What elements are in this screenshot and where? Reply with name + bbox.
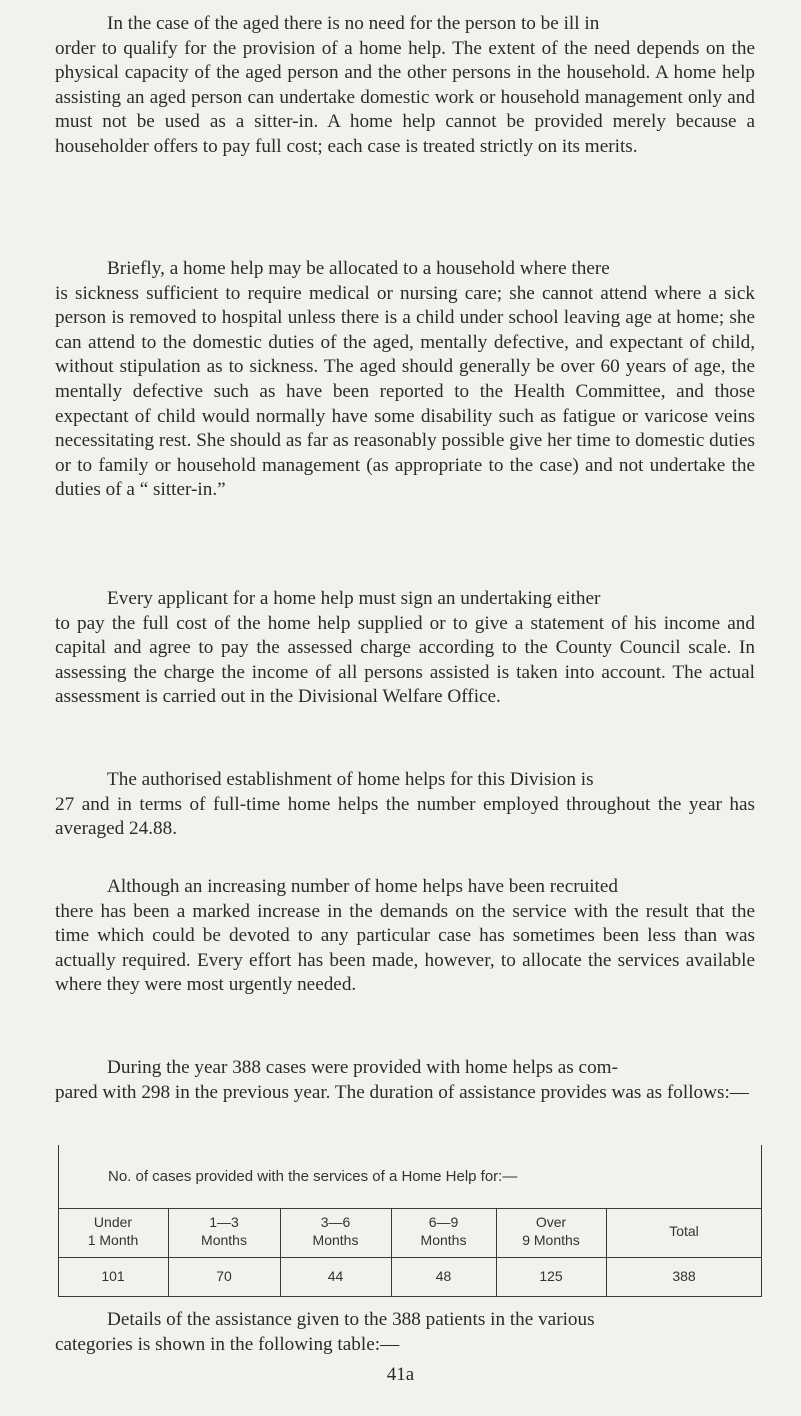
column-header-6-9-months — [391, 1213, 496, 1249]
page-number: 41a — [386, 1364, 415, 1385]
value-under-1-month: 101 — [101, 1268, 125, 1284]
header-line: 1 Month — [87, 1232, 139, 1248]
table-caption: No. of cases provided with the services of a Home Help for:— — [108, 1168, 518, 1185]
paragraph-increasing-demand — [55, 875, 755, 998]
header-line: 3—6 — [320, 1214, 351, 1230]
paragraph-details-intro — [55, 1308, 755, 1357]
table-caption-divider — [58, 1208, 762, 1209]
column-header-1-3-months — [168, 1213, 280, 1249]
paragraph-applicant-undertaking — [55, 587, 755, 710]
header-line: 6—9 — [428, 1214, 459, 1230]
table-border-bottom — [58, 1296, 762, 1297]
column-header-3-6-months — [280, 1213, 391, 1249]
paragraph-allocation-rules — [55, 257, 755, 503]
header-line: 1—3 — [209, 1214, 239, 1230]
paragraph-first-line: Although an increasing number of home helps have been recruited — [107, 876, 618, 897]
header-line: Months — [312, 1232, 359, 1248]
paragraph-first-line: The authorised establishment of home helps for this Division is — [107, 769, 594, 790]
paragraph-body: there has been a marked increase in the demands on the service with the result that the time which could be devoted to any particular case has sometimes been less than was actually required. Every effort has been made, however, to allocate the services available where they were most urgently needed. — [55, 900, 755, 996]
value-3-6-months: 44 — [327, 1268, 344, 1284]
paragraph-body: order to qualify for the provision of a home help. The extent of the need depends on the physical capacity of the aged person and the other persons in the household. A home help assisting an aged person can undertake domestic work or household management only and must not be used as a sitter-in. A home help cannot be provided merely because a householder offers to pay full cost; each case is treated strictly on its merits. — [55, 37, 755, 157]
header-line: Months — [420, 1232, 467, 1248]
paragraph-body: 27 and in terms of full-time home helps the number employed throughout the year has averaged 24.88. — [55, 793, 755, 840]
paragraph-cases-provided — [55, 1056, 755, 1105]
paragraph-body: categories is shown in the following table:— — [55, 1333, 400, 1355]
header-line: Total — [669, 1223, 699, 1239]
paragraph-establishment — [55, 768, 755, 842]
column-header-over-9-months — [496, 1213, 606, 1249]
paragraph-first-line: In the case of the aged there is no need for the person to be ill in — [107, 13, 600, 34]
paragraph-aged-eligibility — [55, 12, 755, 160]
value-over-9-months: 125 — [539, 1268, 563, 1284]
column-header-total — [606, 1222, 762, 1240]
table-header-divider — [58, 1257, 762, 1258]
header-line: 9 Months — [522, 1232, 580, 1248]
value-total: 388 — [672, 1268, 696, 1284]
paragraph-first-line: Details of the assistance given to the 388 patients in the various — [107, 1309, 595, 1330]
value-6-9-months: 48 — [435, 1268, 452, 1284]
paragraph-first-line: Every applicant for a home help must sign an undertaking either — [107, 588, 601, 609]
header-line: Months — [201, 1232, 247, 1248]
value-1-3-months: 70 — [216, 1268, 232, 1284]
paragraph-body: to pay the full cost of the home help supplied or to give a statement of his income and capital and agree to pay the assessed charge according to the County Council scale. In assessing the charge the income of all persons assisted is taken into account. The actual assessment is carried out in the Divisional Welfare Office. — [55, 612, 755, 708]
header-line: Over — [535, 1214, 567, 1230]
header-line: Under — [93, 1214, 133, 1230]
paragraph-first-line: Briefly, a home help may be allocated to a household where there — [107, 258, 610, 279]
column-header-under-1-month — [58, 1213, 168, 1249]
duration-table — [58, 1145, 762, 1297]
paragraph-body: is sickness sufficient to require medical or nursing care; she cannot attend where a sick person is removed to hospital unless there is a child under school leaving age at home; she can attend to the domestic duties of the aged, mentally defective, and expectant of child, without stipulation as to sickness. The aged should generally be over 60 years of age, the mentally defective such as have been reported to the Health Committee, and those expectant of child would normally have some disability such as fatigue or varicose veins necessitating rest. She should as far as reasonably possible give her time to domestic duties or to family or household management (as appropriate to the case) and not undertake the duties of a “ sitter-in.” — [55, 282, 755, 501]
paragraph-first-line: During the year 388 cases were provided with home helps as com- — [107, 1057, 618, 1078]
paragraph-body: pared with 298 in the previous year. The duration of assistance provides was as follows:— — [55, 1081, 749, 1103]
